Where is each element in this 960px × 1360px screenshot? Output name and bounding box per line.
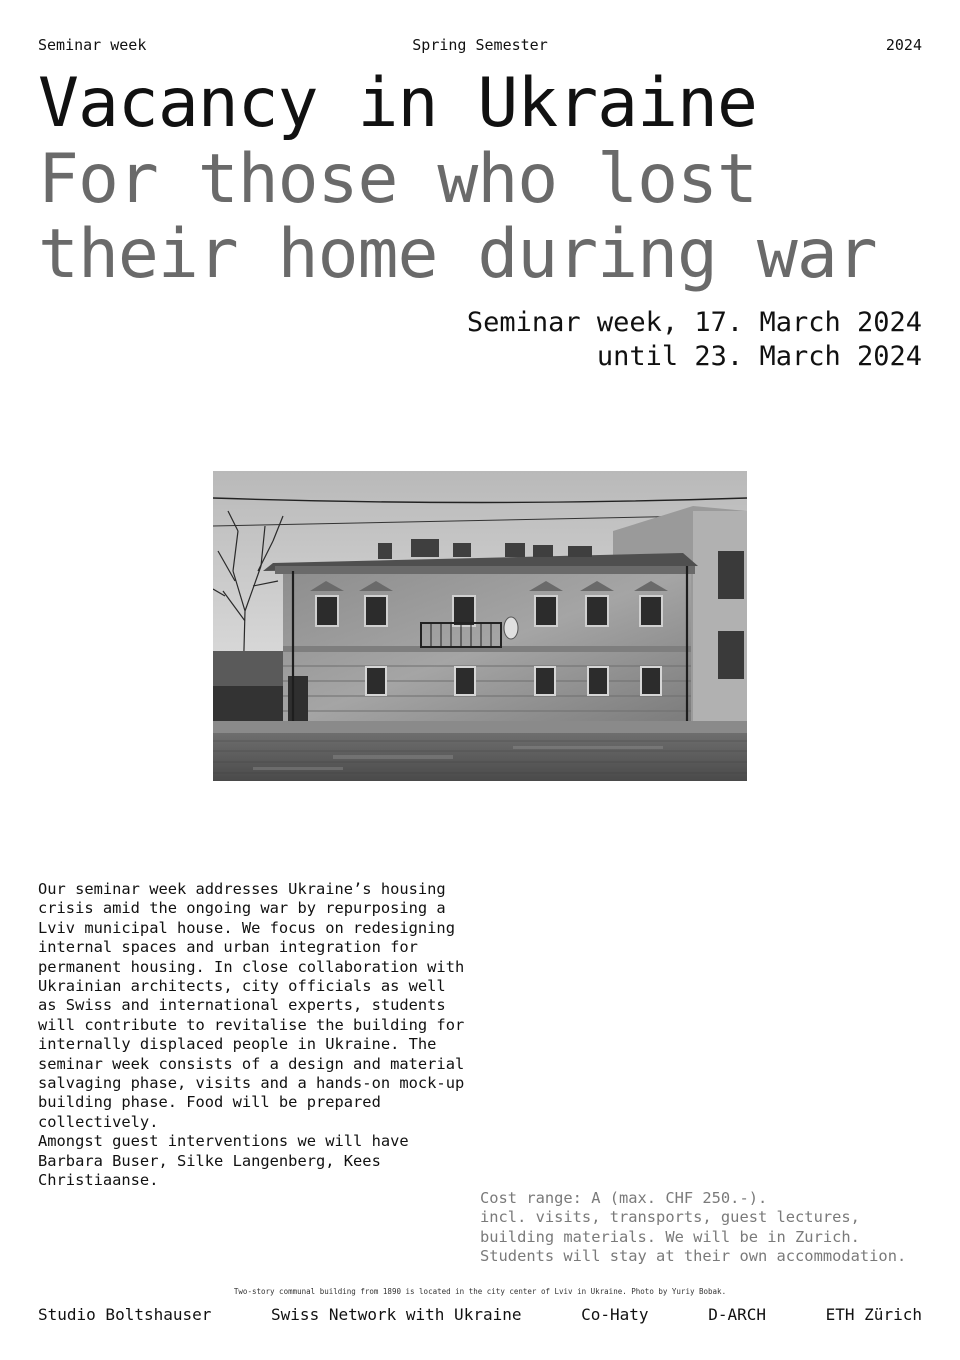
- subtitle-line-2: their home during war: [38, 215, 877, 294]
- building-photo: [213, 471, 747, 781]
- page-title: Vacancy in Ukraine: [38, 64, 757, 143]
- subtitle-line-1: For those who lost: [38, 140, 757, 219]
- seminar-dates: [467, 306, 922, 374]
- dates-line-2: until 23. March 2024: [596, 341, 922, 372]
- building-photo-illustration: [213, 471, 747, 781]
- page-subtitle: [38, 142, 877, 292]
- header-semester: Spring Semester: [412, 36, 548, 54]
- seminar-description: Our seminar week addresses Ukraine’s housing crisis amid the ongoing war by repurposing a Lviv municipal house. We focus on redesigning internal spaces and urban integration for permanent housing. In close collaboration with Ukrainian architects, city officials as well as Swiss and international experts, students will contribute to revitalise the building for internally displaced people in Ukraine. The seminar week consists of a design and material salvaging phase, visits and a hands-on mock-up building phase. Food will be prepared collectively. Amongst guest interventions we will have Barbara Buser, Silke Langenberg, Kees Christiaanse.: [38, 880, 465, 1190]
- footer-studio-boltshauser: Studio Boltshauser: [38, 1305, 212, 1324]
- footer-swiss-network: Swiss Network with Ukraine: [271, 1305, 522, 1324]
- cost-info: Cost range: A (max. CHF 250.-). incl. visits, transports, guest lectures, building materials. We will be in Zurich. Students will stay at their own accommodation.: [480, 1189, 907, 1266]
- header-year: 2024: [885, 36, 922, 54]
- dates-line-1: Seminar week, 17. March 2024: [466, 307, 922, 338]
- photo-caption: Two-story communal building from 1890 is located in the city center of Lviv in Ukraine. Photo by Yuriy Bobak.: [233, 1287, 727, 1296]
- footer-eth-zurich: ETH Zürich: [825, 1305, 922, 1324]
- footer-co-haty: Co-Haty: [581, 1305, 649, 1324]
- header-row: [38, 36, 922, 56]
- footer-d-arch: D-ARCH: [708, 1305, 766, 1324]
- footer-partners: [38, 1305, 922, 1327]
- header-seminar-week: Seminar week: [38, 36, 147, 54]
